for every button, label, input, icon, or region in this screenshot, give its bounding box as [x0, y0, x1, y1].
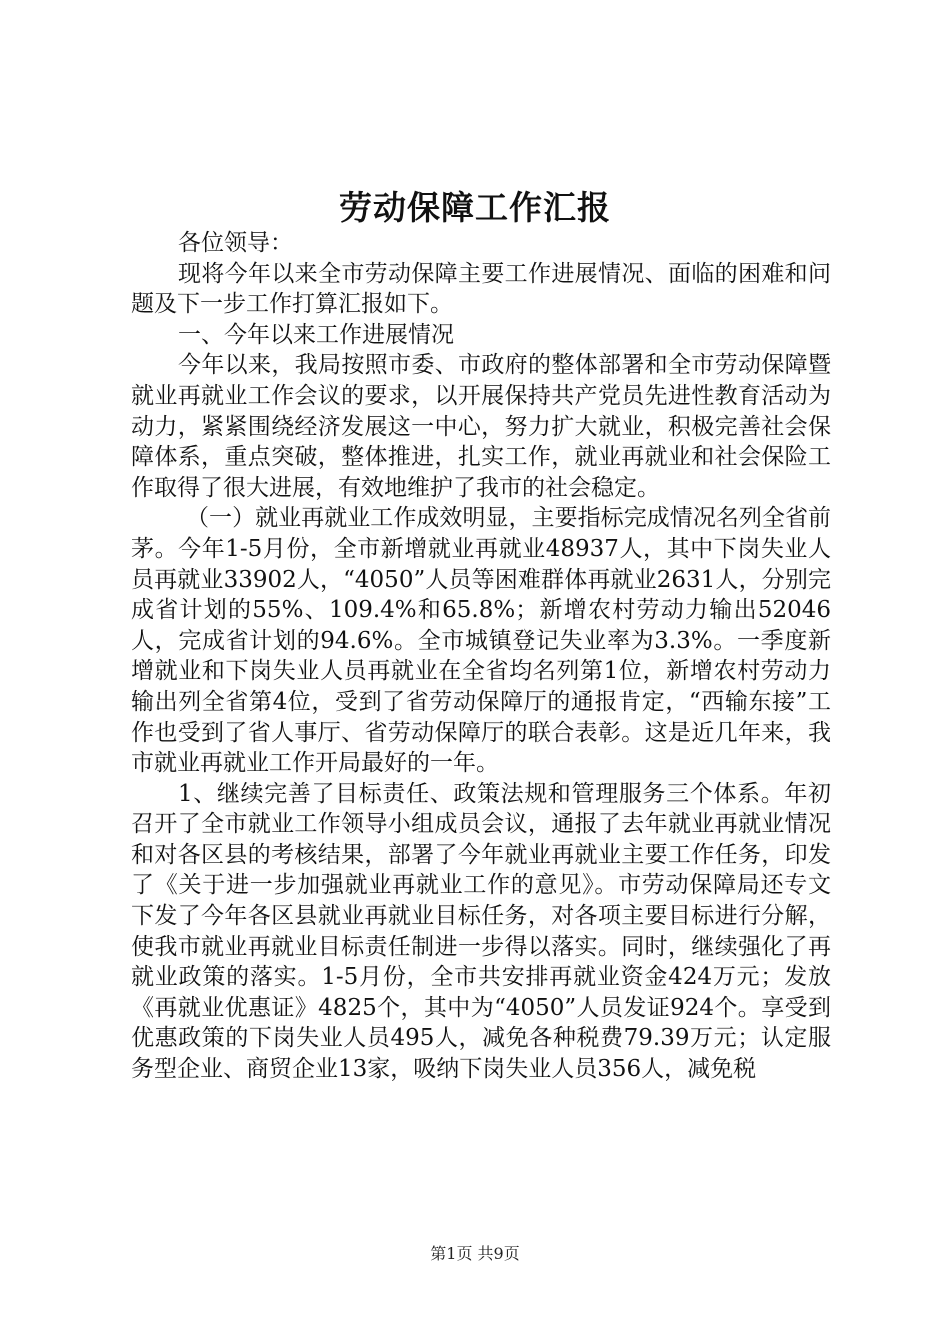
intro-paragraph: 现将今年以来全市劳动保障主要工作进展情况、面临的困难和问题及下一步工作打算汇报如下。 [131, 260, 831, 318]
document-title: 劳动保障工作汇报 [339, 188, 611, 227]
document-body [131, 228, 831, 1085]
page-indicator: 第1页 共9页 [430, 1244, 520, 1263]
section-heading: 一、今年以来工作进展情况 [178, 321, 454, 348]
salutation: 各位领导： [178, 230, 293, 256]
paragraph-employment: （一）就业再就业工作成效明显，主要指标完成情况名列全省前茅。今年1-5月份，全市新增就业再就业48937人，其中下岗失业人员再就业33902人，“4050”人员等困难群体再就业2631人，分别完成省计划的55%、109.4%和65.8%；新增农村劳动力输出52046人，完成省计划的94.6%。全市城镇登记失业率为3.3%。一季度新增就业和下岗失业人员再就业在全省均名列第1位，新增农村劳动力输出列全省第4位，受到了省劳动保障厅的通报肯定，“西输东接”工作也受到了省人事厅、省劳动保障厅的联合表彰。这是近几年来，我市就业再就业工作开局最好的一年。 [131, 505, 831, 777]
paragraph-systems: 1、继续完善了目标责任、政策法规和管理服务三个体系。年初召开了全市就业工作领导小组成员会议，通报了去年就业再就业情况和对各区县的考核结果，部署了今年就业再就业主要工作任务，印发了《关于进一步加强就业再就业工作的意见》。市劳动保障局还专文下发了今年各区县就业再就业目标任务，对各项主要目标进行分解，使我市就业再就业目标责任制进一步得以落实。同时，继续强化了再就业政策的落实。1-5月份，全市共安排再就业资金424万元；发放《再就业优惠证》4825个，其中为“4050”人员发证924个。享受到优惠政策的下岗失业人员495人，减免各种税费79.39万元；认定服务型企业、商贸企业13家，吸纳下岗失业人员356人，减免税 [131, 780, 831, 1083]
paragraph-overview: 今年以来，我局按照市委、市政府的整体部署和全市劳动保障暨就业再就业工作会议的要求，以开展保持共产党员先进性教育活动为动力，紧紧围绕经济发展这一中心，努力扩大就业，积极完善社会保障体系，重点突破，整体推进，扎实工作，就业再就业和社会保险工作取得了很大进展，有效地维护了我市的社会稳定。 [131, 352, 831, 501]
